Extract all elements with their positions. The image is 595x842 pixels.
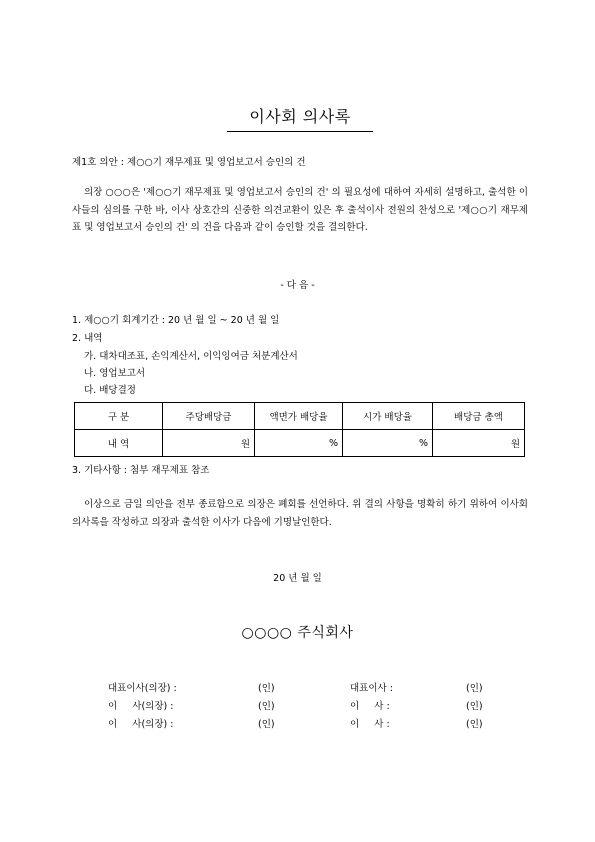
signer-role: 대표이사(의장) : bbox=[108, 683, 177, 694]
document-title: 이사회 의사록 bbox=[227, 104, 373, 132]
seal-mark: (인) bbox=[258, 701, 275, 712]
signer-role: 이 사 : bbox=[350, 701, 390, 712]
header-dividend-per-share: 주당배당금 bbox=[163, 403, 255, 430]
company-name: ○○○○ 주식회사 bbox=[241, 625, 354, 641]
header-total-dividend: 배당금 총액 bbox=[433, 403, 525, 430]
header-market-rate: 시가 배당율 bbox=[343, 403, 433, 430]
table-row bbox=[75, 430, 525, 457]
seal-mark: (인) bbox=[258, 683, 275, 694]
item-fiscal-period: 1. 제○○기 회계기간 : 20 년 월 일 ~ 20 년 월 일 bbox=[72, 315, 280, 326]
item-sub-ga: 가. 대차대조표, 손익계산서, 이익잉여금 처분계산서 bbox=[84, 351, 298, 362]
cell-par-value-rate: % bbox=[255, 430, 343, 457]
seal-mark: (인) bbox=[466, 719, 483, 730]
closing-paragraph: 이상으로 금일 의안을 전부 종료함으로 의장은 폐회를 선언하다. 위 결의 사항을 명확히 하기 위하여 이사회의사록을 작성하고 의장과 출석한 이사가 다음에 기명날인한다. bbox=[72, 499, 528, 528]
cell-market-rate: % bbox=[343, 430, 433, 457]
intro-paragraph: 의장 ○○○은 '제○○기 재무제표 및 영업보고서 승인의 건' 의 필요성에 대하여 자세히 설명하고, 출석한 이사들의 심의를 구한 바, 이사 상호간의 신중한 의견교환이 있은 후 출석이사 전원의 찬성으로 '제○○기 재무제표 및 영업보고서 승인의 건' 의 건을 다음과 같이 승인할 것을 결의한다. bbox=[72, 187, 528, 233]
table-header-row bbox=[75, 403, 525, 430]
seal-mark: (인) bbox=[466, 701, 483, 712]
item-sub-da: 다. 배당결정 bbox=[84, 385, 136, 396]
cell-total-dividend: 원 bbox=[433, 430, 525, 457]
dividend-table bbox=[74, 402, 525, 457]
header-category: 구 분 bbox=[75, 403, 163, 430]
item-other: 3. 기타사항 : 첨부 재무제표 참조 bbox=[72, 465, 210, 476]
signer-role: 이 사 : bbox=[350, 719, 390, 730]
signer-role: 이 사(의장) : bbox=[108, 701, 174, 712]
header-par-value-rate: 액면가 배당율 bbox=[255, 403, 343, 430]
item-details: 2. 내역 bbox=[72, 333, 103, 344]
cell-dividend-per-share: 원 bbox=[163, 430, 255, 457]
row-label: 내 역 bbox=[75, 430, 163, 457]
seal-mark: (인) bbox=[258, 719, 275, 730]
item-sub-na: 나. 영업보고서 bbox=[84, 368, 146, 379]
seal-mark: (인) bbox=[466, 683, 483, 694]
signer-role: 대표이사 : bbox=[350, 683, 393, 694]
agenda-line: 제1호 의안 : 제○○기 재무제표 및 영업보고서 승인의 건 bbox=[72, 157, 306, 168]
following-heading: - 다 음 - bbox=[280, 280, 315, 291]
document-date: 20 년 월 일 bbox=[273, 573, 322, 584]
signer-role: 이 사(의장) : bbox=[108, 719, 174, 730]
